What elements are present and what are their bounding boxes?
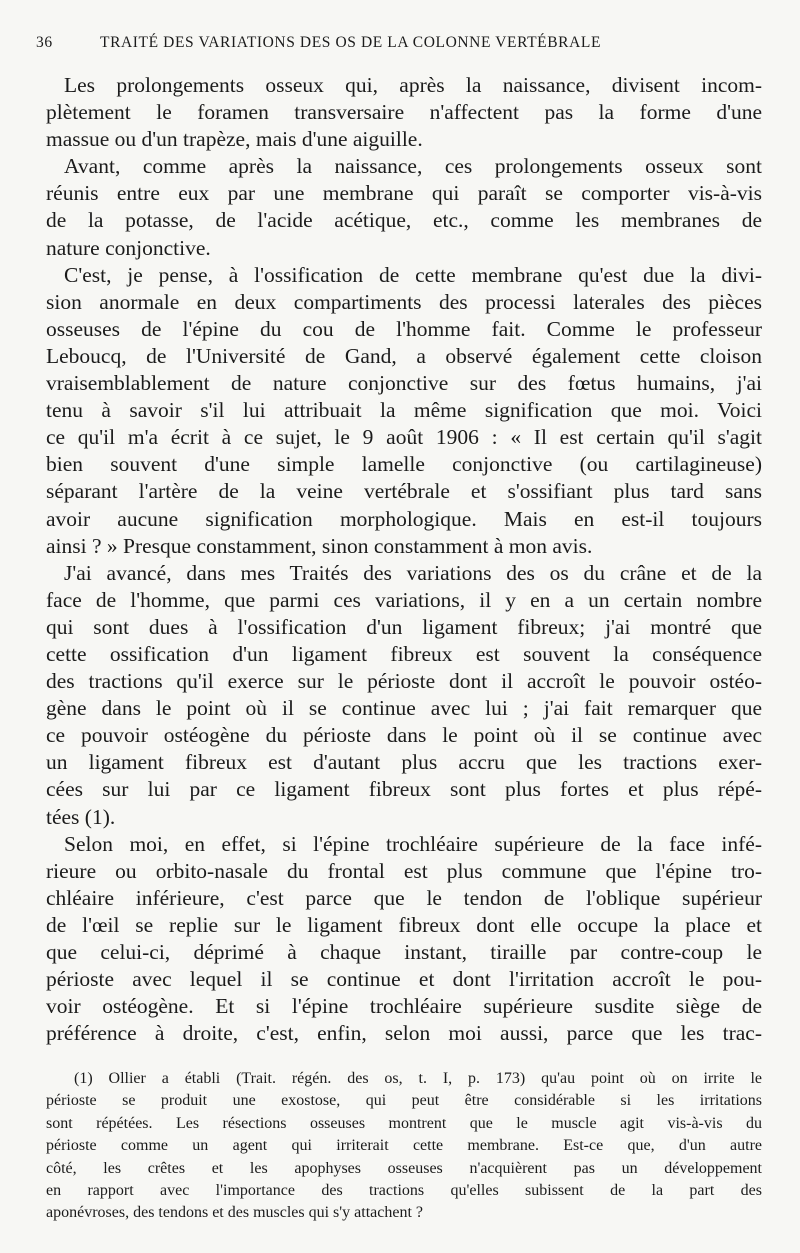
text-line: des tractions qu'il exerce sur le périoste dont il accroît le pouvoir ostéo-: [46, 669, 762, 694]
text-line: Selon moi, en effet, si l'épine trochléaire supérieure de la face infé-: [64, 831, 762, 856]
text-line: J'ai avancé, dans mes Traités des variations des os du crâne et de la: [64, 560, 762, 585]
text-line: vraisemblablement de nature conjonctive sur des fœtus humains, j'ai: [46, 371, 762, 396]
text-line: ainsi ? » Presque constamment, sinon constamment à mon avis.: [46, 533, 593, 558]
text-line: tenu à savoir s'il lui attribuait la même signification que moi. Voici: [46, 398, 762, 423]
text-line: sion anormale en deux compartiments des processi laterales des pièces: [46, 289, 762, 314]
text-line: face de l'homme, que parmi ces variations, il y en a un certain nombre: [46, 587, 762, 612]
text-line: que celui-ci, déprimé à chaque instant, tiraille par contre-coup le: [46, 940, 762, 964]
footnote-line: périoste comme un agent qui irriterait cette membrane. Est-ce que, d'un autre: [46, 1137, 762, 1155]
text-line: qui sont dues à l'ossification d'un ligament fibreux; j'ai montré que: [46, 614, 762, 639]
paragraph: [46, 262, 762, 560]
text-line: de la potasse, de l'acide acétique, etc., comme les membranes de: [46, 208, 762, 233]
text-line: Avant, comme après la naissance, ces prolongements osseux sont: [64, 154, 762, 179]
page-number: 36: [36, 34, 53, 51]
footnote-line: en rapport avec l'importance des tractions qu'elles subissent de la part des: [46, 1181, 762, 1199]
footnote-line: côté, les crêtes et les apophyses osseuses n'acquièrent pas un développement: [46, 1159, 762, 1177]
text-line: osseuses de l'épine du cou de l'homme fait. Comme le professeur: [46, 316, 762, 341]
text-line: bien souvent d'une simple lamelle conjonctive (ou cartilagineuse): [46, 452, 762, 477]
text-line: massue ou d'un trapèze, mais d'une aiguille.: [46, 127, 423, 152]
text-line: gène dans le point où il se continue avec lui ; j'ai fait remarquer que: [46, 696, 762, 721]
text-line: ce qu'il m'a écrit à ce sujet, le 9 août 1906 : « Il est certain qu'il s'agit: [46, 425, 762, 450]
footnote-line: (1) Ollier a établi (Trait. régén. des os, t. I, p. 173) qu'au point où on irrite le: [74, 1070, 762, 1087]
text-line: ce pouvoir ostéogène du périoste dans le point où il se continue avec: [46, 723, 762, 748]
text-line: voir ostéogène. Et si l'épine trochléaire supérieure susdite siège de: [46, 994, 762, 1019]
footnote-line: périoste se produit une exostose, qui peut être considérable si les irritations: [46, 1092, 762, 1110]
footnote-line: sont répétées. Les résections osseuses montrent que le muscle agit vis-à-vis du: [46, 1114, 762, 1132]
text-line: Les prolongements osseux qui, après la naissance, divisent incom-: [64, 73, 762, 97]
text-line: nature conjonctive.: [46, 235, 211, 260]
body-text: [46, 72, 762, 1047]
text-line: avoir aucune signification morphologique. Mais en est-il toujours: [46, 506, 762, 531]
text-line: cette ossification d'un ligament fibreux est souvent la conséquence: [46, 641, 762, 666]
text-line: préférence à droite, c'est, enfin, selon moi aussi, parce que les trac-: [46, 1021, 762, 1046]
text-line: cées sur lui par ce ligament fibreux sont plus fortes et plus répé-: [46, 777, 762, 802]
text-line: C'est, je pense, à l'ossification de cette membrane qu'est due la divi-: [64, 262, 762, 287]
text-line: plètement le foramen transversaire n'affectent pas la forme d'une: [46, 100, 762, 125]
text-line: Leboucq, de l'Université de Gand, a observé également cette cloison: [46, 343, 762, 368]
text-line: rieure ou orbito-nasale du frontal est plus commune que l'épine tro-: [46, 858, 762, 883]
paragraph: [46, 153, 762, 261]
text-line: périoste avec lequel il se continue et dont l'irritation accroît le pou-: [46, 967, 762, 992]
text-line: chléaire inférieure, c'est parce que le tendon de l'oblique supérieur: [46, 885, 762, 910]
paragraph: [46, 560, 762, 831]
running-head: [36, 34, 756, 58]
text-line: tées (1).: [46, 804, 116, 829]
running-title: TRAITÉ DES VARIATIONS DES OS DE LA COLONNE VERTÉBRALE: [100, 34, 602, 51]
text-line: réunis entre eux par une membrane qui paraît se comporter vis-à-vis: [46, 181, 762, 206]
footnote-line: aponévroses, des tendons et des muscles qui s'y attachent ?: [46, 1204, 424, 1222]
paragraph: [46, 831, 762, 1048]
text-line: séparant l'artère de la veine vertébrale et s'ossifiant plus tard sans: [46, 479, 762, 504]
text-line: un ligament fibreux est d'autant plus accru que les tractions exer-: [46, 750, 762, 775]
paragraph: [46, 72, 762, 153]
text-line: de l'œil se replie sur le ligament fibreux dont elle occupe la place et: [46, 912, 762, 937]
footnote: [46, 1068, 762, 1225]
